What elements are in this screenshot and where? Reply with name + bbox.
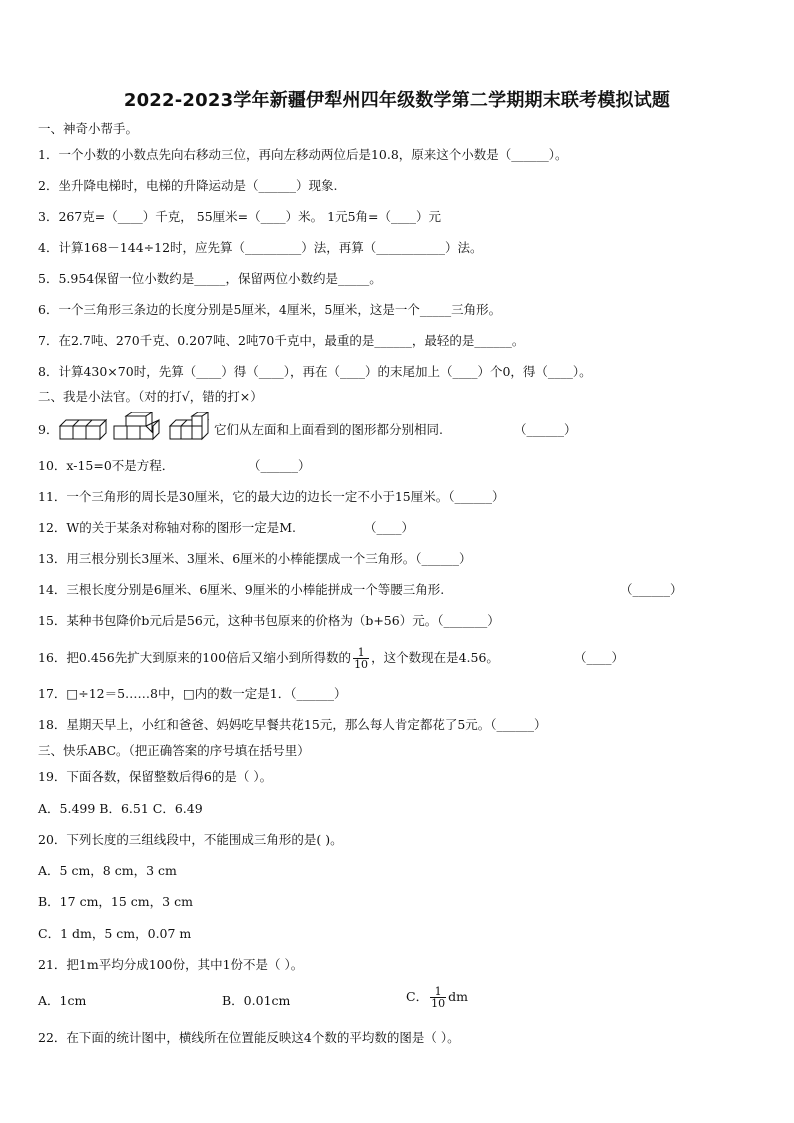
question-21-option-c <box>406 986 468 1009</box>
question-12-blank: （____） <box>364 520 415 535</box>
question-8: 8．计算430×70时，先算（____）得（____），再在（____）的末尾加上（____）个0，得（____）。 <box>38 364 592 379</box>
question-20-option-b: B．17 cm，15 cm，3 cm <box>38 894 193 909</box>
question-17: 17．□÷12＝5……8中，□内的数一定是1．（______） <box>38 686 347 701</box>
question-21-option-a: A．1cm <box>38 993 87 1008</box>
question-16-part-b: ，这个数现在是4.56。 <box>371 650 499 665</box>
question-5: 5．5.954保留一位小数约是_____，保留两位小数约是_____。 <box>38 271 382 286</box>
section-2-heading: 二、我是小法官。（对的打√，错的打×） <box>38 389 263 404</box>
question-19-options: A．5.499 B．6.51 C．6.49 <box>38 801 203 816</box>
fraction-denominator: 10 <box>354 658 369 671</box>
question-14-blank: （______） <box>620 582 683 597</box>
question-10-blank: （______） <box>248 458 311 473</box>
question-19: 19．下面各数，保留整数后得6的是（ ）。 <box>38 769 273 784</box>
question-16-part-a: 16．把0.456先扩大到原来的100倍后又缩小到所得数的 <box>38 650 352 665</box>
option-c-label: C． <box>406 989 429 1004</box>
question-7: 7．在2.7吨、270千克、0.207吨、2吨70千克中，最重的是______，最轻的是______。 <box>38 333 525 348</box>
question-21: 21．把1m平均分成100份，其中1份不是（ ）。 <box>38 957 304 972</box>
fraction-numerator: 1 <box>353 647 369 659</box>
question-14: 14．三根长度分别是6厘米、6厘米、9厘米的小棒能拼成一个等腰三角形. <box>38 582 445 597</box>
question-9-prefix: 9． <box>38 422 59 437</box>
cube-figures-icon <box>56 412 216 446</box>
question-12: 12．W的关于某条对称轴对称的图形一定是M. <box>38 520 297 535</box>
question-16-blank: （____） <box>574 650 625 665</box>
question-3: 3．267克=（____）千克， 55厘米=（____）米。 1元5角=（____）元 <box>38 209 441 224</box>
question-11: 11．一个三角形的周长是30厘米，它的最大边的边长一定不小于15厘米。（______） <box>38 489 505 504</box>
question-1: 1．一个小数的小数点先向右移动三位，再向左移动两位后是10.8，原来这个小数是（______）。 <box>38 147 568 162</box>
fraction-numerator: 1 <box>430 986 446 998</box>
question-13: 13．用三根分别长3厘米、3厘米、6厘米的小棒能摆成一个三角形。（______） <box>38 551 472 566</box>
question-22: 22．在下面的统计图中，横线所在位置能反映这4个数的平均数的图是（ ）。 <box>38 1030 460 1045</box>
question-20-option-c: C．1 dm，5 cm，0.07 m <box>38 926 192 941</box>
question-9-blank: （______） <box>514 422 577 437</box>
option-c-unit: dm <box>448 989 468 1004</box>
fraction-denominator: 10 <box>431 997 446 1010</box>
question-20-option-a: A．5 cm，8 cm，3 cm <box>38 863 177 878</box>
question-4: 4．计算168－144÷12时，应先算（_________）法，再算（___________）法。 <box>38 240 483 255</box>
question-15: 15．某种书包降价b元后是56元，这种书包原来的价格为（b+56）元。（_______） <box>38 613 500 628</box>
question-6: 6．一个三角形三条边的长度分别是5厘米，4厘米，5厘米，这是一个_____三角形。 <box>38 302 502 317</box>
question-10: 10．x-15=0不是方程． <box>38 458 175 473</box>
page-title: 2022-2023学年新疆伊犁州四年级数学第二学期期末联考模拟试题 <box>123 90 671 111</box>
fraction-one-tenth <box>353 647 369 670</box>
question-2: 2．坐升降电梯时，电梯的升降运动是（______）现象. <box>38 178 338 193</box>
question-18: 18．星期天早上，小红和爸爸、妈妈吃早餐共花15元，那么每人肯定都花了5元。（______） <box>38 717 547 732</box>
fraction-one-tenth-dm <box>430 986 446 1009</box>
section-1-heading: 一、神奇小帮手。 <box>38 121 139 136</box>
question-16 <box>38 647 499 670</box>
section-3-heading: 三、快乐ABC。（把正确答案的序号填在括号里） <box>38 743 310 758</box>
question-20: 20．下列长度的三组线段中，不能围成三角形的是( )。 <box>38 832 343 847</box>
question-21-option-b: B．0.01cm <box>222 993 291 1008</box>
question-9-text: 它们从左面和上面看到的图形都分别相同. <box>214 422 443 437</box>
cube-figures <box>56 412 216 446</box>
